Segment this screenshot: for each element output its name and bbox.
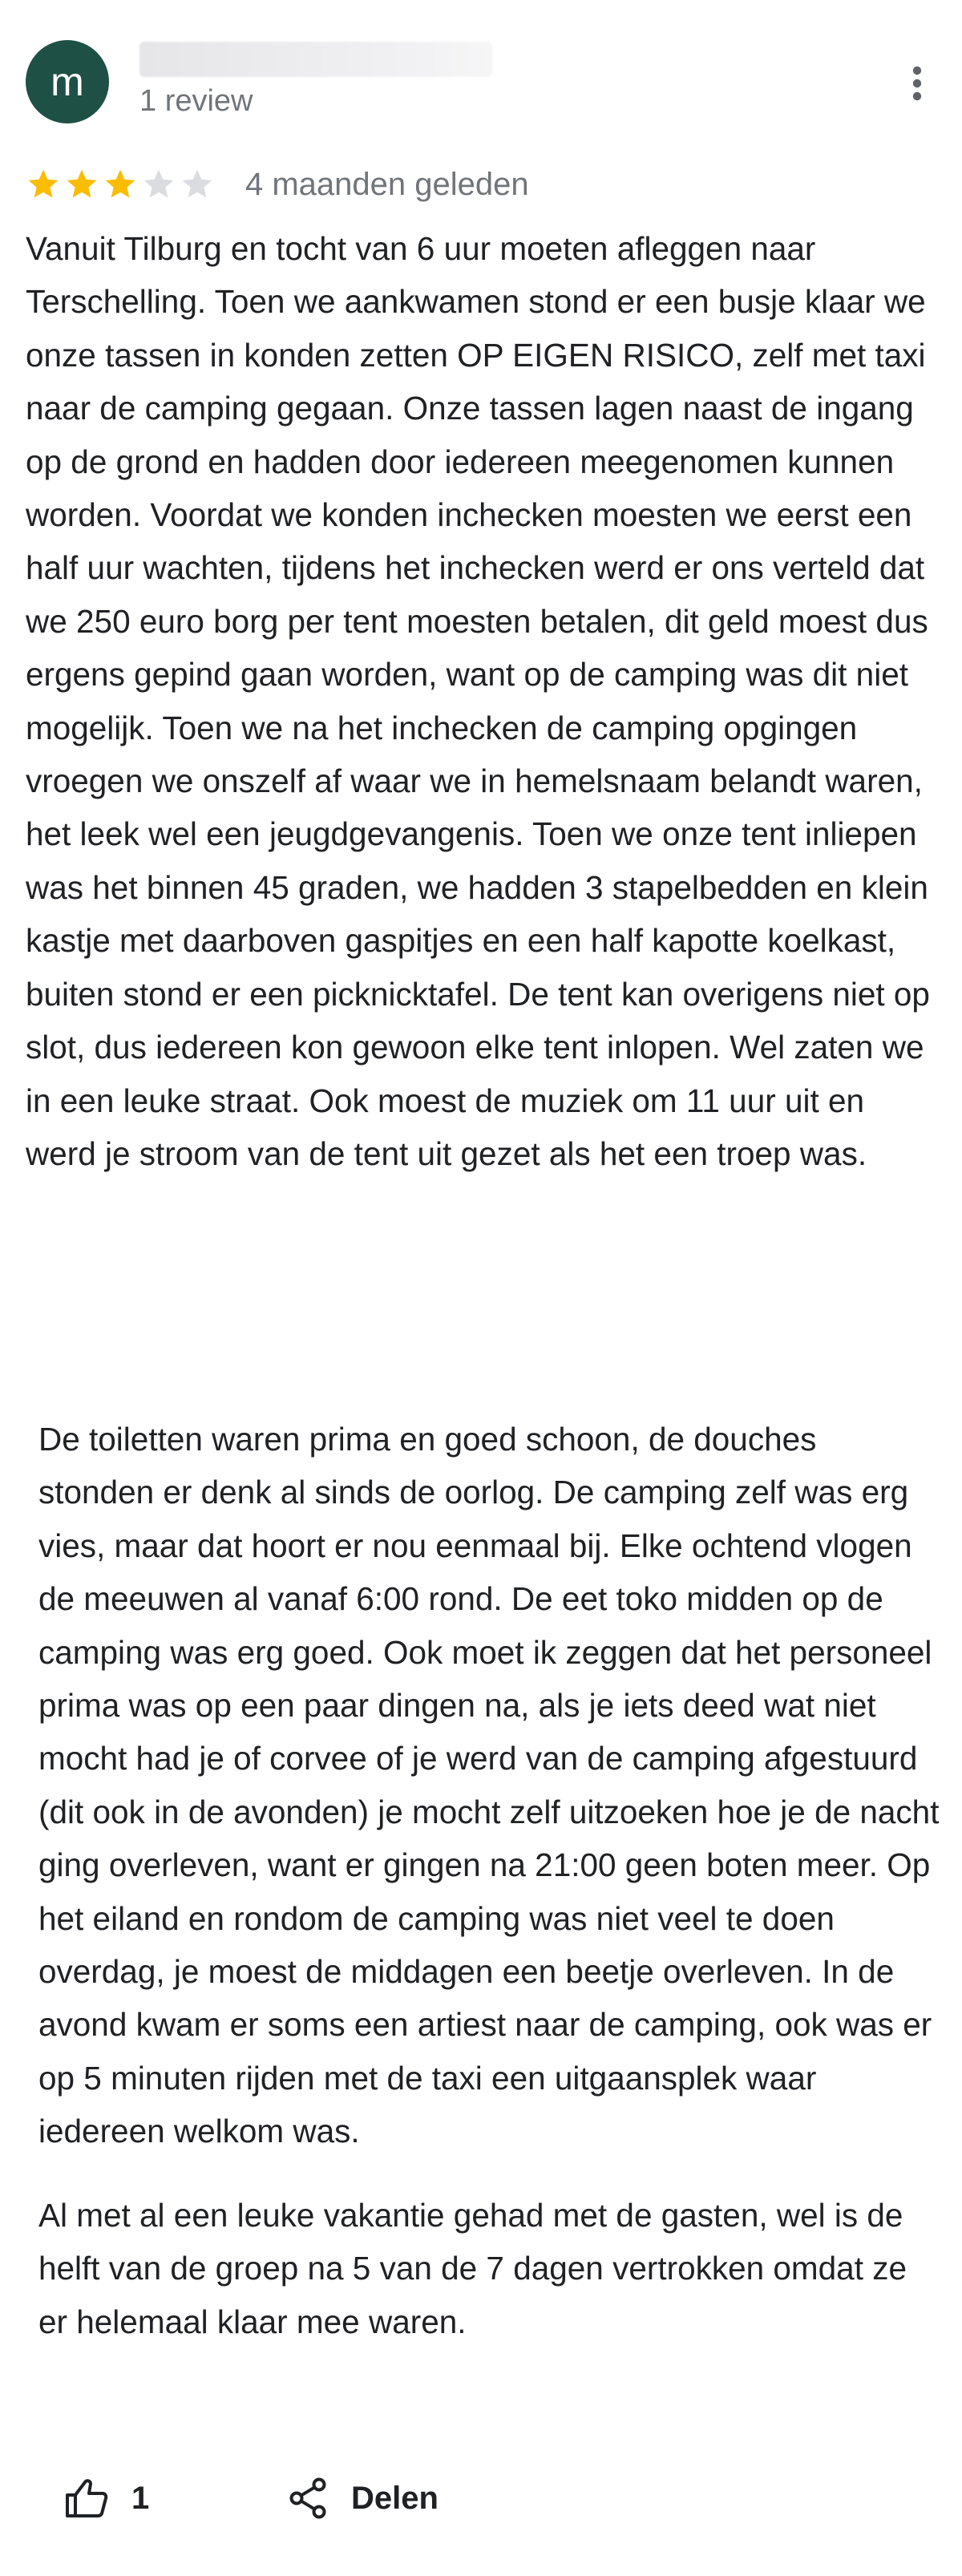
star-empty-icon xyxy=(180,167,215,202)
review-actions xyxy=(64,2474,786,2522)
review-paragraph xyxy=(38,2189,940,2348)
star-filled-icon xyxy=(64,167,99,202)
review-date: 4 maanden geleden xyxy=(245,167,529,202)
reviewer-name-redacted[interactable] xyxy=(139,42,492,77)
like-button[interactable] xyxy=(64,2474,184,2522)
review-paragraph-text: Vanuit Tilburg en tocht van 6 uur moeten afleggen naar Terschelling. Toen we aankwamen stond er een busje klaar we onze tassen in konden zetten OP EIGEN RISICO, zelf met taxi naar de camping gegaan. Onze tassen lagen naast de ingang op de grond en hadden door iedereen meegenomen kunnen worden. Voordat we konden inchecken moesten we eerst een half uur wachten, tijdens het inchecken werd er ons verteld dat we 250 euro borg per tent moesten betalen, dit geld moest dus ergens gepind gaan worden, want op de camping was dit niet mogelijk. Toen we na het inchecken de camping opgingen vroegen we onszelf af waar we in hemelsnaam belandt waren, het leek wel een jeugdgevangenis. Toen we onze tent inliepen was het binnen 45 graden, we hadden 3 stapelbedden en klein kastje met daarboven gaspitjes en een half kapotte koelkast, buiten stond er een picknicktafel. De tent kan overigens niet op slot, dus iedereen kon gewoon elke tent inlopen. Wel zaten we in een leuke straat. Ook moest de muziek om 11 uur uit en werd je stroom van de tent uit gezet als het een troep was. xyxy=(26,230,930,1172)
more-options-button[interactable] xyxy=(898,58,936,109)
thumb-up-icon xyxy=(64,2477,109,2519)
more-vert-icon xyxy=(898,58,936,109)
review-paragraph-text: De toiletten waren prima en goed schoon, de douches stonden er denk al sinds de oorlog. De camping zelf was erg vies, maar dat hoort er nou eenmaal bij. Elke ochtend vlogen de meeuwen al vanaf 6:00 rond. De eet toko midden op de camping was erg goed. Ook moet ik zeggen dat het personeel prima was op een paar dingen na, als je iets deed wat niet mocht had je of corvee of je werd van de camping afgestuurd (dit ook in de avonden) je mocht zelf uitzoeken hoe je de nacht ging overleven, want er gingen na 21:00 geen boten meer. Op het eiland en rondom de camping was niet veel te doen overdag, je moest de middagen een beetje overleven. In de avond kwam er soms een artiest naar de camping, ook was er op 5 minuten rijden met de taxi een uitgaansplek waar iedereen welkom was. xyxy=(38,1421,940,2150)
review-paragraph xyxy=(38,1413,940,2158)
review-paragraph xyxy=(26,222,940,1180)
star-empty-icon xyxy=(141,167,176,202)
share-icon xyxy=(289,2477,327,2519)
review-paragraph-text: Al met al een leuke vakantie gehad met de gasten, wel is de helft van de groep na 5 van de 7 dagen vertrokken omdat ze er helemaal klaar mee waren. xyxy=(38,2197,907,2340)
rating-row xyxy=(26,165,936,205)
avatar[interactable]: m xyxy=(26,40,109,123)
share-button[interactable] xyxy=(289,2474,481,2522)
reviewer-review-count: 1 review xyxy=(139,84,253,118)
star-filled-icon xyxy=(26,167,61,202)
review-header xyxy=(26,38,936,127)
star-filled-icon xyxy=(103,167,138,202)
like-count: 1 xyxy=(131,2481,150,2516)
share-label: Delen xyxy=(351,2481,439,2516)
